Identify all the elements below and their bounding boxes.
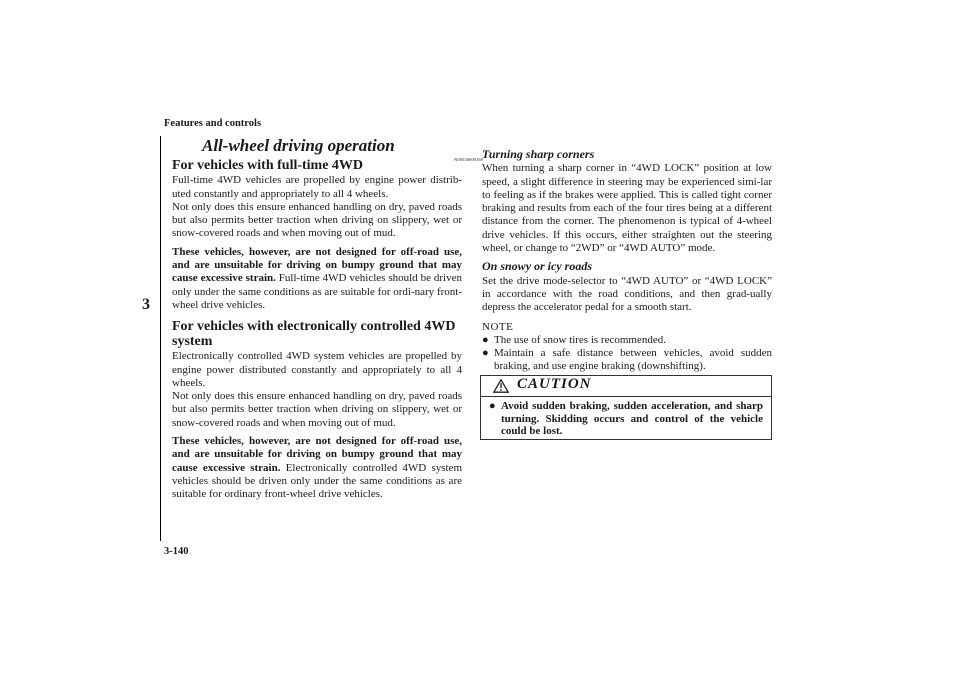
page-header: Features and controls xyxy=(164,118,262,129)
corners-paragraph: When turning a sharp corner in “4WD LOCK” position at low speed, a slight difference in steering may be experienced simi-lar to feeling as if the brakes were applied. This is called tight corner braking and results from each of the four tires being at a different distance from the corner. The phenomenon is typical of 4-wheel drive vehicles. If this occurs, either straighten out the steering wheel, or change to “2WD” or “4WD AUTO” mode. xyxy=(482,162,772,255)
section-title xyxy=(202,136,484,162)
section-title-text: All-wheel driving operation xyxy=(202,136,395,155)
left-column xyxy=(172,136,484,502)
electronic-paragraph-3 xyxy=(172,435,462,501)
heading-sharp-corners: Turning sharp corners xyxy=(482,147,595,161)
snowy-paragraph: Set the drive mode-selector to “4WD AUTO” or “4WD LOCK” in accordance with the road conditions, and then grad-ually depress the accelerator pedal for a smooth start. xyxy=(482,274,772,314)
chapter-divider xyxy=(160,136,161,541)
electronic-paragraph-1: Electronically controlled 4WD system vehicles are propelled by engine power distributed constantly and appropriately to all 4 wheels. xyxy=(172,350,462,389)
heading-electronic-4wd: For vehicles with electronically controlled 4WD system xyxy=(172,319,456,350)
warning-triangle-icon xyxy=(493,379,509,393)
right-column xyxy=(482,148,772,374)
heading-fulltime-4wd: For vehicles with full-time 4WD xyxy=(172,158,364,174)
caution-box xyxy=(480,375,772,440)
bullet-icon: ● xyxy=(482,347,489,360)
note-label: NOTE xyxy=(482,320,514,333)
section-code: N00530600169 xyxy=(454,157,484,162)
fulltime-paragraph-3 xyxy=(172,246,462,312)
electronic-warning-rest: Electronically controlled 4WD system vehicles should be driven only under the same conditions as are suitable for ordinary front-wheel drive vehicles. xyxy=(172,461,462,501)
fulltime-warning-bold: These vehicles, however, are not designed for off-road use, and are unsuitable for driving on bumpy ground that may cause excessive strain. xyxy=(172,245,462,285)
page-number: 3-140 xyxy=(164,546,189,557)
caution-header xyxy=(481,376,771,397)
note-item-text: Maintain a safe distance between vehicles, avoid sudden braking, and use engine braking (downshifting). xyxy=(494,347,772,373)
chapter-number: 3 xyxy=(142,296,150,313)
heading-snowy-roads: On snowy or icy roads xyxy=(482,259,593,274)
caution-title: CAUTION xyxy=(517,376,592,392)
bullet-icon: ● xyxy=(489,400,496,412)
fulltime-paragraph-1: Full-time 4WD vehicles are propelled by engine power distrib-uted constantly and appropriately to all 4 wheels. xyxy=(172,174,462,200)
electronic-warning-bold: These vehicles, however, are not designed for off-road use, and are unsuitable for driving on bumpy ground that may cause excessive strain. xyxy=(172,435,462,474)
note-item xyxy=(482,334,772,347)
caution-item xyxy=(481,397,771,438)
fulltime-warning-rest: Full-time 4WD vehicles should be driven only under the same conditions as are suitable for ordi-nary front-wheel drive vehicles. xyxy=(172,272,462,311)
electronic-paragraph-2: Not only does this ensure enhanced handling on dry, paved roads but also permits better traction when driving on slippery, wet or snow-covered roads and when moving out of mud. xyxy=(172,390,462,429)
note-item xyxy=(482,347,772,374)
caution-text: Avoid sudden braking, sudden acceleration, and sharp turning. Skidding occurs and control of the vehicle could be lost. xyxy=(501,400,763,437)
bullet-icon: ● xyxy=(482,333,489,346)
note-item-text: The use of snow tires is recommended. xyxy=(494,333,666,346)
fulltime-paragraph-2: Not only does this ensure enhanced handling on dry, paved roads but also permits better traction when driving on slippery, wet or snow-covered roads and when moving out of mud. xyxy=(172,200,462,240)
